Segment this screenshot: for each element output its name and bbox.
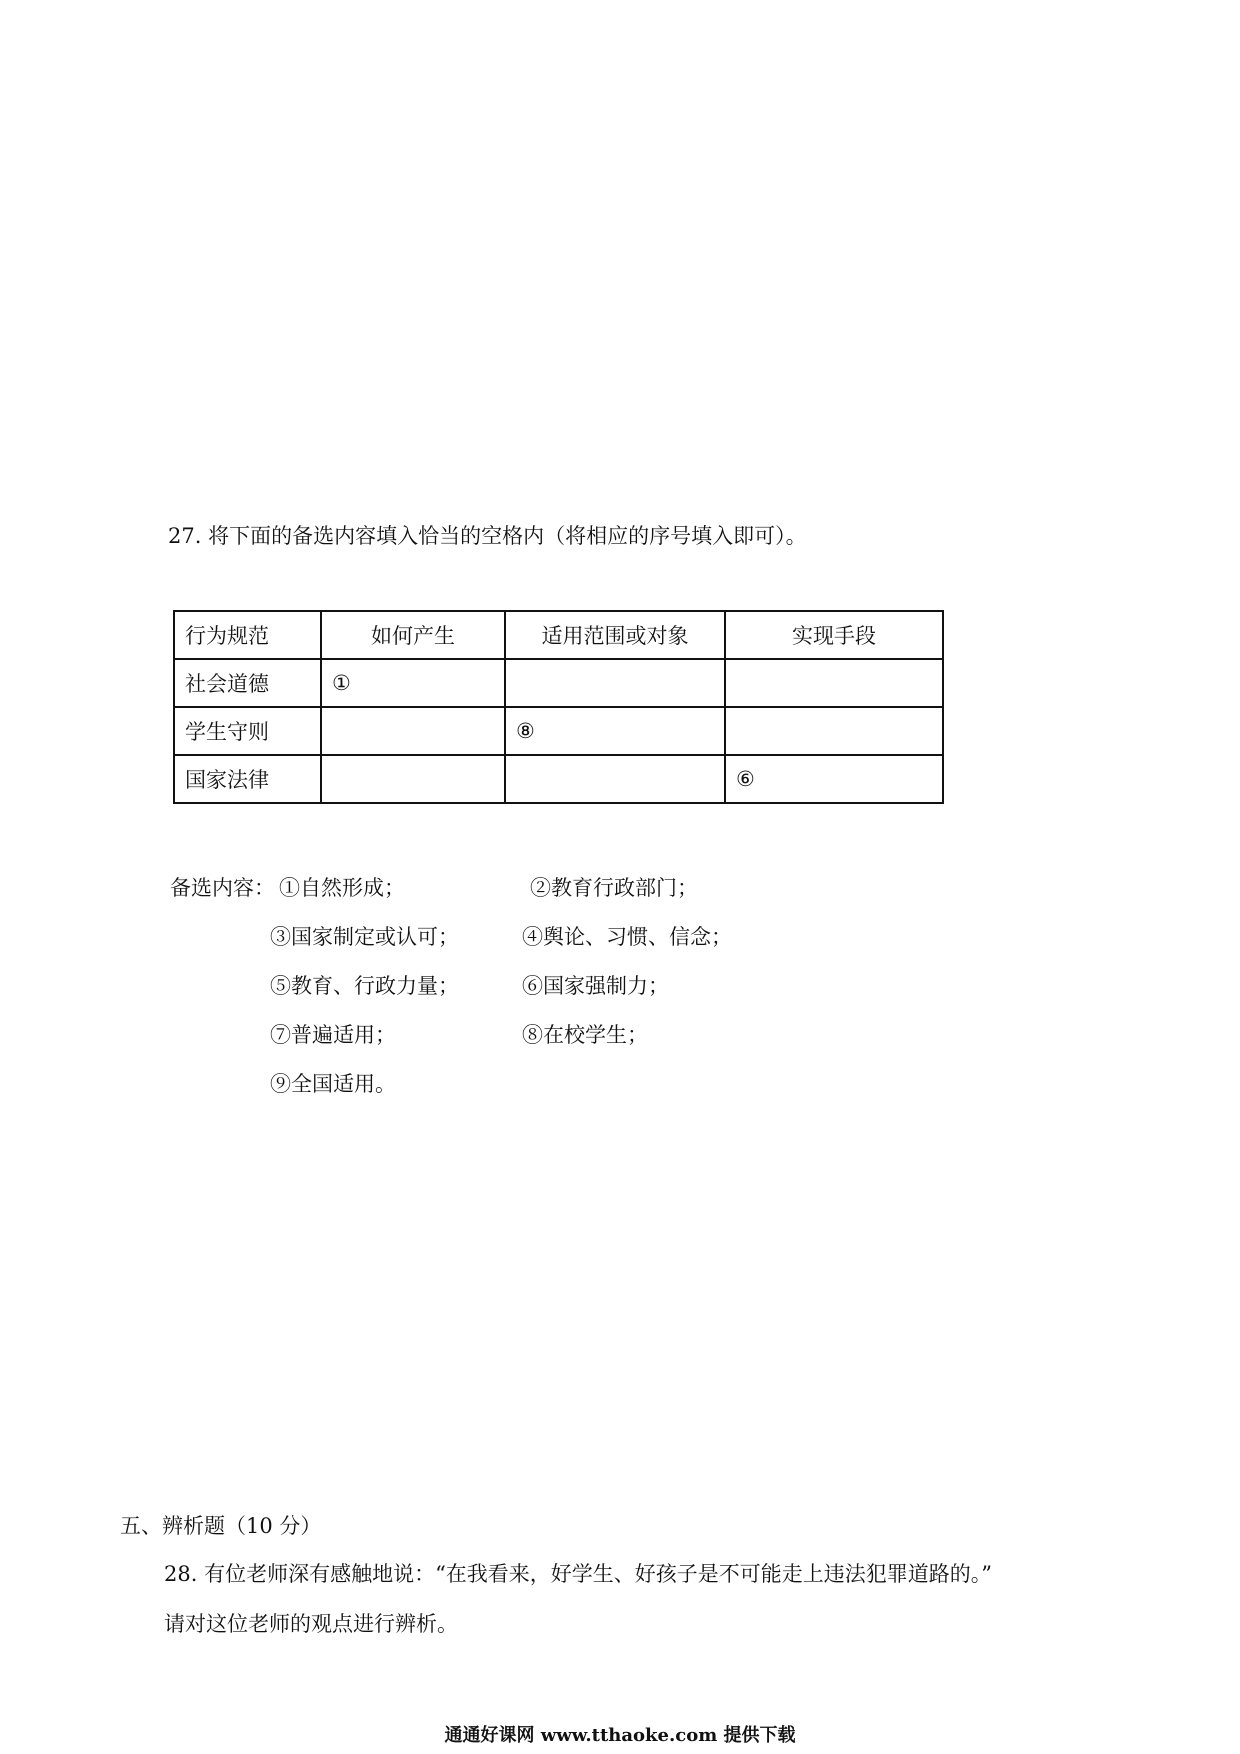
option-item: ①自然形成；: [279, 876, 405, 900]
table-row: [174, 755, 943, 803]
table-cell: 社会道德: [174, 659, 321, 707]
table-header-cell: 行为规范: [174, 611, 321, 659]
option-item: ⑥国家强制力；: [522, 974, 669, 998]
table-cell: [505, 659, 725, 707]
table-cell: 国家法律: [174, 755, 321, 803]
option-item: ⑤教育、行政力量；: [270, 974, 459, 998]
option-item: ②教育行政部门；: [530, 876, 698, 900]
table-cell: [321, 755, 505, 803]
page-footer: 通通好课网 www.tthaoke.com 提供下载: [444, 1725, 796, 1746]
option-item: ④舆论、习惯、信念；: [522, 925, 732, 949]
table-cell: ①: [321, 659, 505, 707]
table-row: [174, 659, 943, 707]
behavior-norms-table: [173, 610, 944, 804]
option-item: ⑨全国适用。: [270, 1072, 396, 1096]
option-item: ⑧在校学生；: [522, 1023, 648, 1047]
question-27-prompt: 27. 将下面的备选内容填入恰当的空格内（将相应的序号填入即可）。: [168, 524, 807, 548]
table-cell: [725, 707, 943, 755]
table-row: [174, 707, 943, 755]
table-cell: ⑧: [505, 707, 725, 755]
table-cell: [321, 707, 505, 755]
question-28-line-2: 请对这位老师的观点进行辨析。: [164, 1612, 458, 1636]
table-cell: 学生守则: [174, 707, 321, 755]
table-header-cell: 如何产生: [321, 611, 505, 659]
table-cell: ⑥: [725, 755, 943, 803]
option-item: ⑦普遍适用；: [270, 1023, 396, 1047]
table-cell: [725, 659, 943, 707]
option-item: ③国家制定或认可；: [270, 925, 459, 949]
table-cell: [505, 755, 725, 803]
options-label: 备选内容：: [170, 876, 275, 900]
table-header-cell: 适用范围或对象: [505, 611, 725, 659]
question-28-line-1: 28. 有位老师深有感触地说：“在我看来，好学生、好孩子是不可能走上违法犯罪道路的。”: [164, 1562, 993, 1586]
section-5-heading: 五、辨析题（10 分）: [120, 1514, 322, 1538]
table-header-cell: 实现手段: [725, 611, 943, 659]
table-header-row: [174, 611, 943, 659]
